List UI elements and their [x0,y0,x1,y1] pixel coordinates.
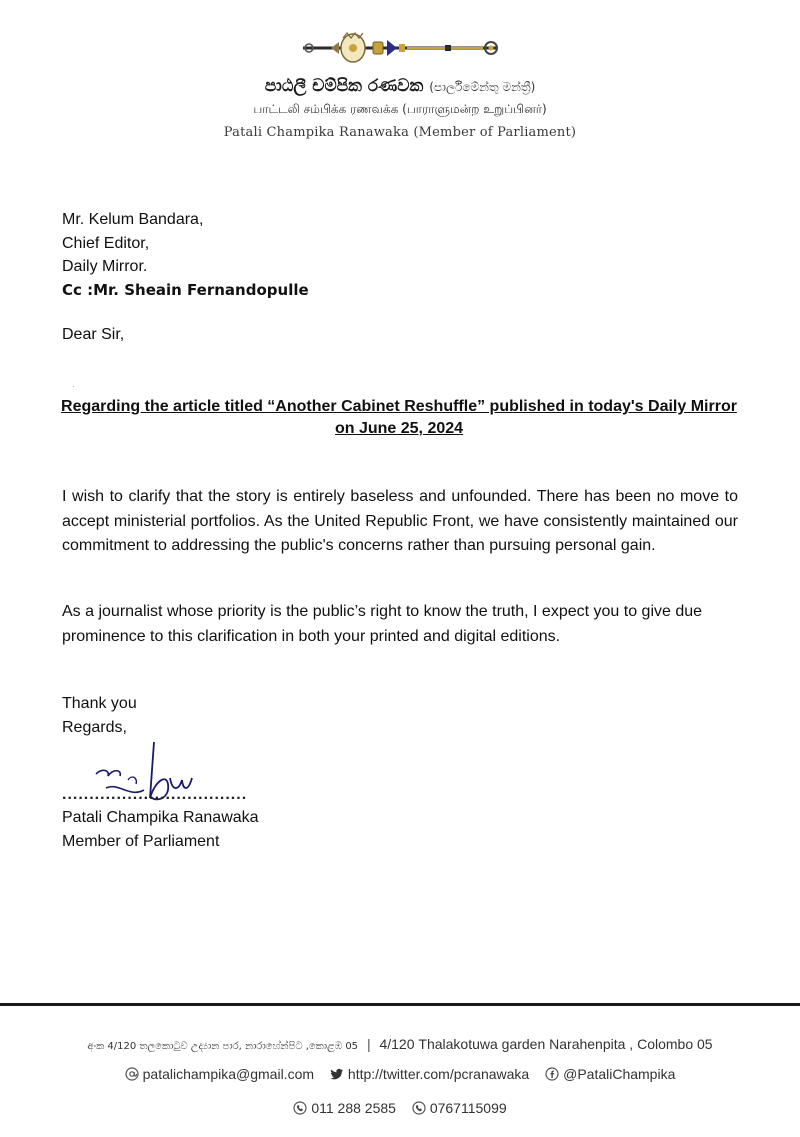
phone-icon [412,1101,426,1115]
footer-phone-1-item[interactable] [293,1100,400,1116]
footer-twitter[interactable]: http://twitter.com/pcranawaka [347,1066,530,1082]
body-paragraph-2: As a journalist whose priority is the public’s right to know the truth, I expect you to give due prominence to this clarification in both your printed and digital editions. [62,603,703,645]
signer-role: Member of Parliament [62,833,220,850]
footer-divider [0,1003,800,1006]
letterhead-tamil-line: பாட்டலி சம்பிக்க ரணவக்க (பாராளுமன்ற உறுப்பினர்) [253,102,547,116]
footer-facebook-item[interactable] [545,1066,675,1082]
stray-mark: · [72,382,75,391]
signer-block [62,806,259,854]
footer-phones [0,1100,800,1116]
footer-address-separator: | [366,1036,371,1052]
carbon-copy-line: Cc :Mr. Sheain Fernandopulle [62,280,309,299]
closing-regards: Regards, [62,719,127,736]
recipient-block [62,208,309,302]
footer-facebook[interactable]: @PataliChampika [563,1066,676,1082]
recipient-title: Chief Editor, [62,234,150,252]
body-paragraph-1: I wish to clarify that the story is entirely baseless and unfounded. There has been no move to accept ministerial portfolios. As the United Republic Front, we have consistently maintained our commitment to addressing the public's concerns rather than pursuing personal gain. [62,488,738,554]
subject-line: Regarding the article titled “Another Cabinet Reshuffle” published in today's Daily Mirror on June 25, 2024 [61,398,737,437]
footer-address [0,1036,800,1052]
letterhead [0,30,800,140]
at-icon [125,1067,139,1081]
recipient-name: Mr. Kelum Bandara, [62,211,204,228]
recipient-organization: Daily Mirror. [62,258,148,275]
phone-icon [293,1101,307,1115]
footer-address-english: 4/120 Thalakotuwa garden Narahenpita , Colombo 05 [379,1036,713,1052]
footer-phone-2-item[interactable] [412,1100,507,1116]
footer-phone-2[interactable]: 0767115099 [429,1100,507,1116]
letterhead-english-line: Patali Champika Ranawaka (Member of Parliament) [223,125,577,140]
letterhead-sinhala-name: පාඨලී චම්පික රණවක [264,76,424,96]
letterhead-sinhala-line [0,76,800,96]
footer-address-sinhala: අංක 4/120 තලකොටුව උද්‍යාන පාර, නාරාහේන්පිට ,කොළඹ 05 [87,1041,359,1052]
salutation: Dear Sir, [62,326,125,343]
facebook-icon [545,1067,559,1081]
footer-email-item[interactable] [125,1066,318,1082]
closing-block [62,692,137,740]
closing-thanks: Thank you [62,695,137,712]
letterhead-sinhala-title: (පාර්ලිමේන්තු මන්ත්‍රී) [429,80,536,94]
footer-contacts [0,1066,800,1082]
footer-email[interactable]: patalichampika@gmail.com [142,1066,315,1082]
footer-phone-1[interactable]: 011 288 2585 [311,1100,396,1116]
footer-twitter-item[interactable] [330,1066,533,1082]
signature-dotted-line: .................................. [62,786,248,803]
signer-name: Patali Champika Ranawaka [62,809,259,826]
parliament-mace-icon [295,30,505,66]
twitter-bird-icon [330,1067,344,1081]
